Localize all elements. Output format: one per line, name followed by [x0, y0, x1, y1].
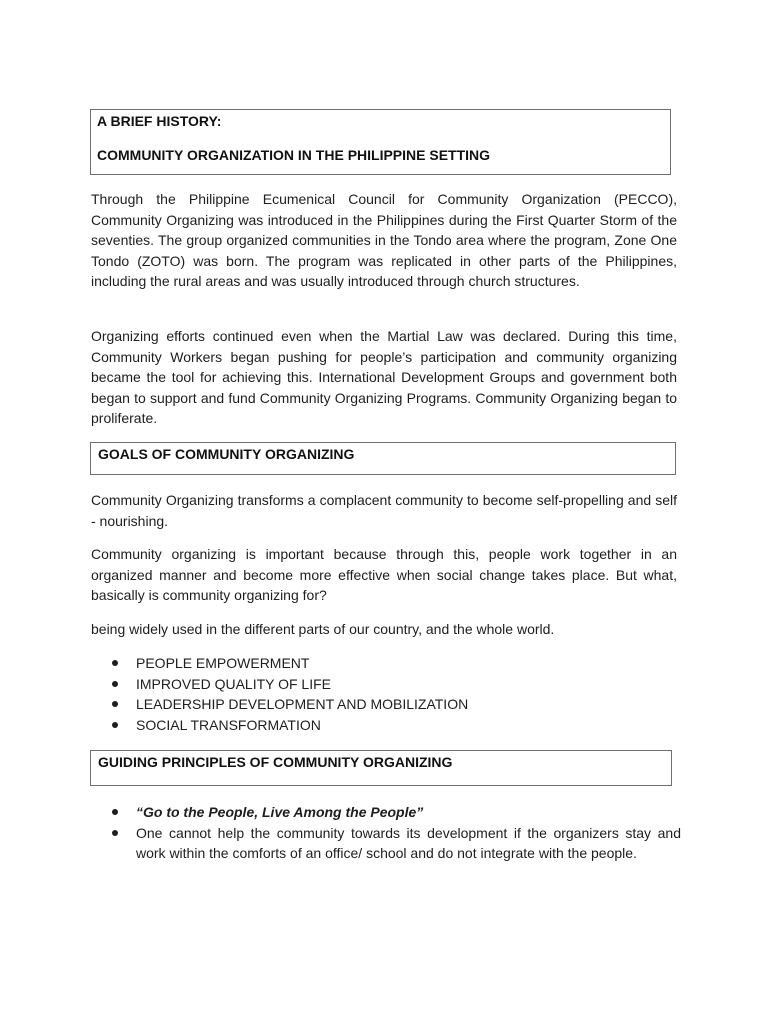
- principles-heading-box: [90, 750, 672, 786]
- list-item: [91, 653, 681, 674]
- list-item-text: LEADERSHIP DEVELOPMENT AND MOBILIZATION: [136, 696, 469, 712]
- list-item-text: PEOPLE EMPOWERMENT: [136, 655, 310, 671]
- history-paragraph-1: Through the Philippine Ecumenical Council for Community Organization (PECCO), Community Organizing was introduced in the Philippines during the First Quarter Storm of the seventies. The group organized communities in the Tondo area where the program, Zone One Tondo (ZOTO) was born. The program was replicated in other parts of the Philippines, including the rural areas and was usually introduced through church structures.: [91, 191, 677, 289]
- list-item: [91, 674, 681, 695]
- goals-paragraph-2: Community organizing is important because through this, people work together in an organized manner and become more effective when social change takes place. But what, basically is community organizing for?: [91, 546, 677, 603]
- bullet-icon: [112, 830, 118, 836]
- goals-paragraph-1: Community Organizing transforms a complacent community to become self-propelling and self - nourishing.: [91, 492, 677, 529]
- history-subheading: COMMUNITY ORGANIZATION IN THE PHILIPPINE SETTING: [97, 147, 491, 163]
- goals-heading: GOALS OF COMMUNITY ORGANIZING: [98, 446, 355, 462]
- goals-paragraph-3: being widely used in the different parts of our country, and the whole world.: [91, 621, 555, 637]
- bullet-icon: [112, 701, 118, 707]
- bullet-icon: [112, 722, 118, 728]
- list-item: [91, 694, 681, 715]
- list-item-text: SOCIAL TRANSFORMATION: [136, 716, 321, 733]
- list-item: [91, 715, 681, 736]
- goals-heading-box: [90, 442, 676, 475]
- bullet-icon: [112, 809, 118, 815]
- goals-list: [91, 653, 681, 735]
- bullet-icon: [112, 660, 118, 666]
- principles-heading: GUIDING PRINCIPLES OF COMMUNITY ORGANIZING: [98, 754, 453, 770]
- list-item-text: IMPROVED QUALITY OF LIFE: [136, 675, 332, 692]
- bullet-icon: [112, 681, 118, 687]
- principle-motto: “Go to the People, Live Among the People”: [136, 804, 424, 820]
- history-heading: A BRIEF HISTORY:: [97, 113, 222, 129]
- history-paragraph-2: Organizing efforts continued even when the Martial Law was declared. During this time, Community Workers began pushing for people’s participation and community organizing became the tool for achieving this. International Development Groups and government both began to support and fund Community Organizing Programs. Community Organizing began to proliferate.: [91, 328, 677, 426]
- principles-list: [91, 802, 681, 864]
- list-item-text: One cannot help the community towards its development if the organizers stay and work within the comforts of an office/ school and do not integrate with the people.: [136, 824, 681, 861]
- list-item: [91, 802, 681, 823]
- history-heading-box: [90, 109, 671, 175]
- list-item: [91, 823, 681, 864]
